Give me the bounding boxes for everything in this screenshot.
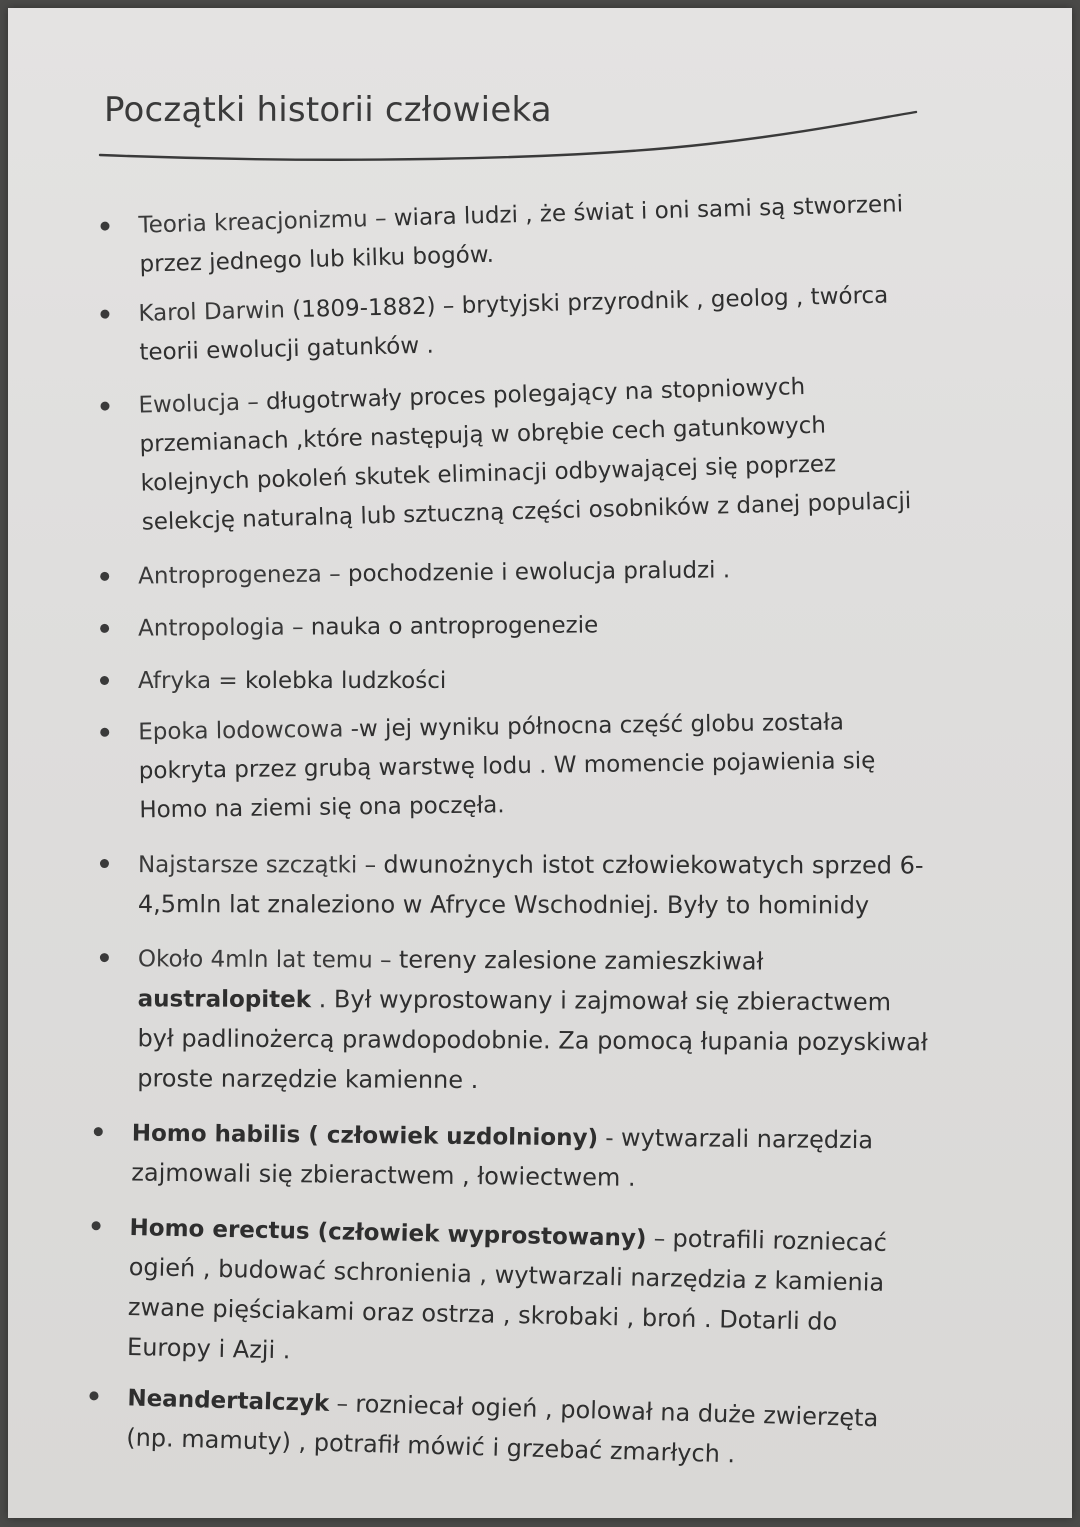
list-item (90, 604, 930, 649)
note-separator: - (343, 716, 360, 743)
note-separator: – (357, 852, 384, 879)
bullet-icon (89, 1391, 98, 1400)
note-term: Antropologia (138, 614, 285, 642)
list-item (90, 275, 932, 373)
note-term: Epoka lodowcowa (138, 716, 344, 746)
note-separator: – (284, 614, 311, 641)
bullet-icon (100, 728, 109, 737)
note-description: potrafili rozniecać ogień , budować schronienia , wytwarzali narzędzia z kamienia zwane pięściakami oraz ostrza , skrobaki , broń . Dotarli do Europy i Azji . (126, 1224, 888, 1365)
note-separator: – (646, 1225, 673, 1253)
bullet-icon (100, 310, 109, 319)
note-term: Homo habilis ( człowiek uzdolniony) (131, 1120, 599, 1152)
note-description: wytwarzali narzędzia zajmowali się zbieractwem , łowiectwem . (131, 1123, 874, 1192)
note-description: pochodzenie i ewolucja praludzi . (347, 557, 731, 588)
page-title: Początki historii człowieka (104, 90, 552, 130)
list-item (90, 549, 930, 597)
note-term: Homo erectus (człowiek wyprostowany) (129, 1215, 647, 1252)
note-separator: – (239, 389, 267, 416)
bullet-icon (100, 221, 109, 230)
note-separator: – (367, 205, 395, 233)
note-term: Neandertalczyk (127, 1385, 330, 1417)
note-term: Antroprogeneza (138, 561, 322, 590)
note-term: Ewolucja (138, 389, 241, 419)
bullet-icon (94, 1127, 103, 1136)
note-description: nauka o antroprogenezie (310, 612, 599, 641)
note-highlight: australopitek (137, 986, 312, 1014)
list-item (83, 1113, 930, 1202)
note-term: Afryka (138, 668, 212, 694)
bullet-icon (100, 624, 109, 633)
bullet-icon (92, 1221, 101, 1230)
bullet-icon (100, 572, 109, 581)
note-description: w jej wyniku północna część globu została pokryta przez grubą warstwę lodu . W momencie pojawienia się Homo na ziemi się ona poczęła. (138, 709, 876, 824)
title-underline (8, 8, 1072, 208)
bullet-icon (100, 676, 109, 685)
note-description: kolebka ludzkości (245, 668, 447, 694)
note-term: Najstarsze szczątki (137, 852, 358, 879)
note-description: długotrwały proces polegający na stopniowych przemianach ,które następują w obrębie cech gatunkowych kolejnych pokoleń skutek eliminacji odbywającej się poprzez selekcję naturalną lub sztuczną części osobników z danej populacji (139, 374, 912, 536)
list-item (90, 702, 932, 831)
note-description: wiara ludzi , że świat i oni sami są stworzeni przez jednego lub kilku bogów. (139, 191, 904, 278)
notes-list (90, 191, 930, 1469)
bullet-icon (100, 953, 109, 962)
paper-page (8, 8, 1072, 1518)
note-separator: = (211, 668, 245, 694)
list-item (78, 1377, 930, 1481)
note-description: dwunożnych istot człowiekowatych sprzed 6-4,5mln lat znaleziono w Afryce Wschodniej. Były to hominidy (137, 850, 924, 920)
bullet-icon (100, 859, 109, 868)
note-description: rozniecał ogień , polował na duże zwierzęta (np. mamuty) , potrafił mówić i grzebać zmarłych . (125, 1389, 879, 1469)
note-description: tereny zalesione zamieszkiwał (398, 945, 764, 976)
note-separator: – (328, 1390, 356, 1418)
note-separator: – (321, 561, 349, 588)
list-item (90, 365, 934, 544)
list-item (90, 845, 930, 926)
list-item (79, 1207, 930, 1385)
note-description-continued: . Był wyprostowany i zajmował się zbieractwem był padlinożercą prawdopodobnie. Za pomocą łupania pozyskiwał proste narzędzie kamienne . (137, 985, 928, 1095)
bullet-icon (100, 401, 109, 410)
note-term: Teoria kreacjonizmu (138, 206, 369, 239)
note-separator: - (597, 1125, 622, 1152)
note-term: Karol Darwin (138, 297, 286, 327)
list-item (89, 939, 930, 1103)
note-term: Około 4mln lat temu (137, 946, 373, 974)
list-item (90, 662, 930, 701)
note-separator: – (372, 947, 399, 974)
note-description: (1809-1882) – brytyjski przyrodnik , geolog , twórca teorii ewolucji gatunków . (139, 282, 889, 366)
